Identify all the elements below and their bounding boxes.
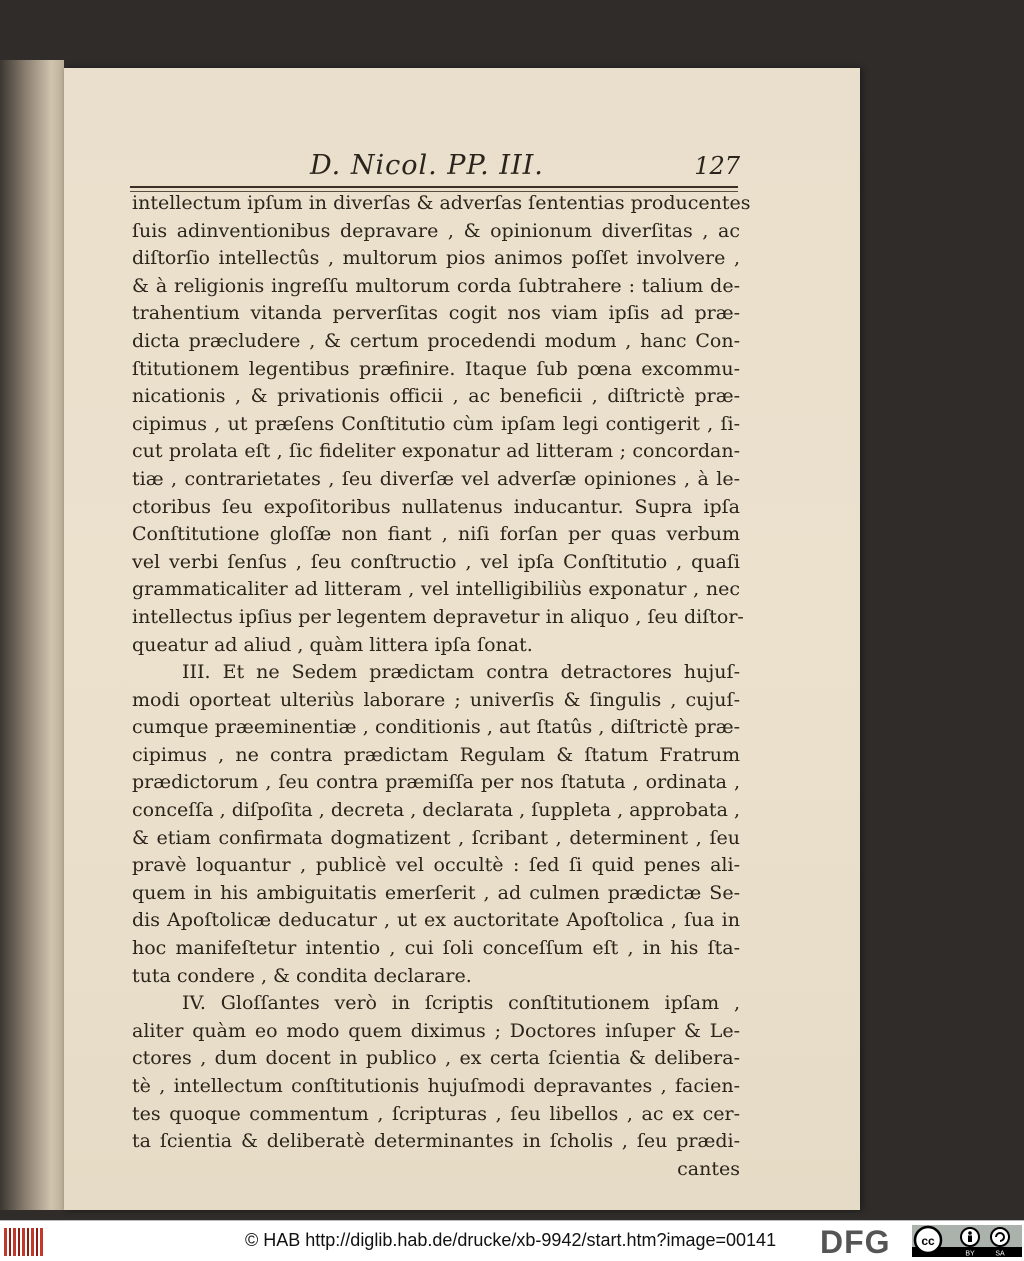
text-line: pravè loquantur , publicè vel occultè : ſed ſi quid penes ali- xyxy=(132,854,740,877)
text-line: trahentium vitanda perverſitas cogit nos viam ipſis ad præ- xyxy=(132,302,740,325)
text-line: ctoribus ſeu expoſitoribus nullatenus inducantur. Supra ipſa xyxy=(132,495,740,518)
dfg-logo: DFG xyxy=(820,1224,891,1260)
viewer-footer xyxy=(0,1220,1024,1261)
text-line: tes quoque commentum , ſcripturas , ſeu libellos , ac ex cer- xyxy=(132,1102,740,1125)
text-line: cut prolata eſt , ſic fideliter exponatur ad litteram ; concordan- xyxy=(132,440,740,463)
text-line: cipimus , ne contra prædictam Regulam & ſtatum Fratrum xyxy=(132,743,740,766)
section-start-line: III. Et ne Sedem prædictam contra detractores hujuſ- xyxy=(182,661,740,684)
running-title: D. Nicol. PP. III. xyxy=(310,150,544,181)
text-line: Conſtitutione gloſſæ non fiant , niſi forſan per quas verbum xyxy=(132,523,740,546)
text-line: dicta præcludere , & certum procedendi modum , hanc Con- xyxy=(132,329,740,352)
adjacent-page-edge xyxy=(0,60,64,1210)
text-line: grammaticaliter ad litteram , vel intelligibiliùs exponatur , nec xyxy=(132,578,740,601)
running-head xyxy=(120,150,740,190)
text-line: dis Apoſtolicæ deducatur , ut ex auctoritate Apoſtolica , ſua in xyxy=(132,909,740,932)
license-by: BY xyxy=(965,1250,975,1257)
text-line: quem in his ambiguitatis emerſerit , ad culmen prædictæ Se- xyxy=(132,881,740,904)
text-line: cumque præeminentiæ , conditionis , aut ſtatûs , diſtrictè præ- xyxy=(132,716,740,739)
catchword: cantes xyxy=(677,1157,740,1180)
text-line: ta ſcientia & deliberatè determinantes in ſcholis , ſeu prædi- xyxy=(132,1130,740,1153)
license-sa: SA xyxy=(995,1250,1005,1257)
text-line: intellectum ipſum in diverſas & adverſas ſententias producentes xyxy=(132,192,751,214)
body-text xyxy=(132,190,751,1183)
text-line: ſuis adinventionibus depravare , & opinionum diverſitas , ac xyxy=(132,219,740,242)
text-line: & etiam confirmata dogmatizent , ſcribant , determinent , ſeu xyxy=(132,826,740,849)
svg-text:cc: cc xyxy=(921,1234,935,1248)
hab-logo xyxy=(4,1228,44,1256)
source-link[interactable]: © HAB http://diglib.hab.de/drucke/xb-9942/start.htm?image=00141 xyxy=(245,1230,777,1250)
text-line: ctores , dum docent in publico , ex certa ſcientia & delibera- xyxy=(132,1047,740,1070)
text-line: hoc manifeſtetur intentio , cui ſoli conceſſum eſt , in his ſta- xyxy=(132,937,740,960)
text-line: tè , intellectum conſtitutionis hujuſmodi depravantes , facien- xyxy=(132,1075,740,1097)
text-line: prædictorum , ſeu contra præmiſſa per nos ſtatuta , ordinata , xyxy=(132,771,740,794)
text-line: tiæ , contrarietates , ſeu diverſæ vel adverſæ opiniones , à le- xyxy=(132,467,740,490)
text-line: modi oporteat ulteriùs laborare ; univerſis & ſingulis , cujuſ- xyxy=(132,688,740,711)
section-start-line: IV. Gloſſantes verò in ſcriptis conſtitutionem ipſam , xyxy=(182,992,740,1015)
text-line: aliter quàm eo modo quem diximus ; Doctores inſuper & Le- xyxy=(132,1019,740,1042)
text-line: nicationis , & privationis officii , ac beneficii , diſtrictè præ- xyxy=(132,385,740,408)
text-line: vel verbi ſenſus , ſeu conſtructio , vel ipſa Conſtitutio , quaſi xyxy=(132,550,740,573)
text-line: conceſſa , diſpoſita , decreta , declarata , ſuppleta , approbata , xyxy=(132,799,740,822)
text-line: intellectus ipſius per legentem depravetur in aliquo , ſeu diſtor- xyxy=(132,605,744,628)
page-number: 127 xyxy=(694,152,740,180)
text-line: diſtorſio intellectûs , multorum pios animos poſſet involvere , xyxy=(132,247,740,270)
text-line: queatur ad aliud , quàm littera ipſa ſonat. xyxy=(132,633,533,656)
cc-license-icon[interactable] xyxy=(912,1225,1022,1257)
text-line: & à religionis ingreſſu multorum corda ſubtrahere : talium de- xyxy=(132,274,740,297)
text-line: ſtitutionem legentibus præfinire. Itaque ſub pœna excommu- xyxy=(132,357,740,380)
text-line: tuta condere , & condita declarare. xyxy=(132,964,472,987)
text-line: cipimus , ut præſens Conſtitutio cùm ipſam legi contigerit , ſi- xyxy=(132,412,740,435)
